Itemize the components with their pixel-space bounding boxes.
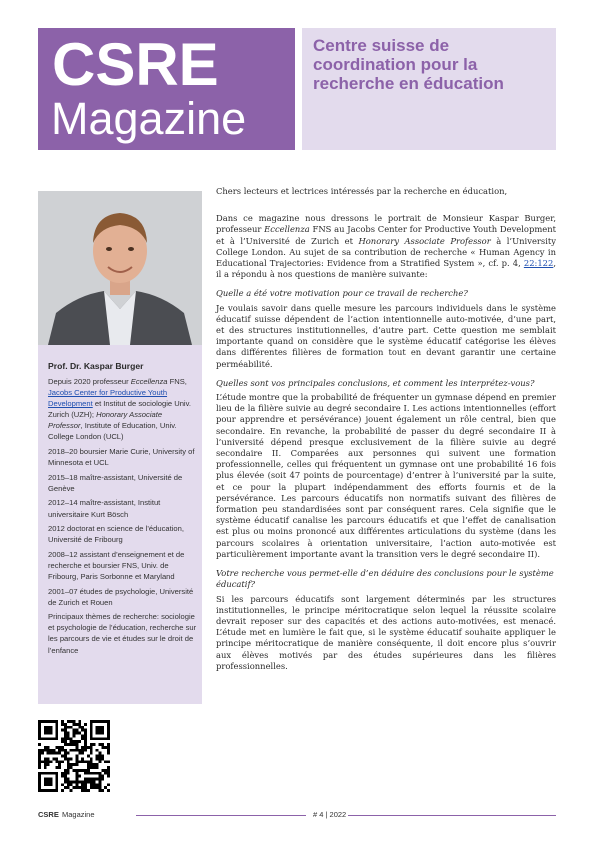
question-3: Votre recherche vous permet-elle d’en déduire des conclusions pour le système éducatif? <box>216 568 554 590</box>
jacobs-center-link[interactable]: Jacobs Center for Productive Youth Development <box>48 388 168 409</box>
portrait-illustration <box>38 191 202 345</box>
footer-brand: CSRE <box>38 810 59 819</box>
footer-issue: # 4 | 2022 <box>313 810 347 819</box>
answer-3: Si les parcours éducatifs sont largement déterminés par les structures institutionnelles, le principe méritocratique selon lequel la réussite scolaire devrait reposer sur des capacités et des actions auto-motivées, est menacé. L’étude met en lumière le fait que, si le système éducatif souhaite appliquer le principe méritocratique de manière conséquente, il doit encore plus s’ouvrir aux élèves motivés par des études supérieures dans les filières professionnelles. <box>216 593 556 671</box>
footer-divider <box>136 815 306 816</box>
bio-name: Prof. Dr. Kaspar Burger <box>48 361 144 371</box>
bio-text: Depuis 2020 professeur <box>48 377 131 386</box>
bio-entry: 2008–12 assistant d’enseignement et de recherche et boursier FNS, Univ. de Fribourg, Paris Sorbonne et Maryland <box>48 549 185 581</box>
intro-text: FNS au Jacobs Center for Productive Youth Development et à l’Université de Zurich et <box>216 224 556 246</box>
answer-1: Je voulais savoir dans quelle mesure les parcours individuels dans le système éducatif suisse dépendent de l’action intentionnelle auto-motivée, d’une part, et des structures institutionnelles, d’autre part. Cette question me semblait importante quand on considère que le système éducatif catégorise les élèves dans différentes filières de formation tout en devant garantir une certaine perméabilité. <box>216 302 556 369</box>
question-1: Quelle a été votre motivation pour ce travail de recherche? <box>216 288 468 299</box>
page-footer <box>38 808 556 822</box>
center-name-box <box>302 28 556 150</box>
qr-code-icon[interactable] <box>38 720 110 792</box>
bio-entry: Principaux thèmes de recherche: sociologie et psychologie de l’éducation, recherche sur les parcours de vie et études sur le droit de l’enfance <box>48 612 197 655</box>
bio-entry: 2018–20 boursier Marie Curie, University of Minnesota et UCL <box>48 447 195 468</box>
bio-entry <box>48 376 198 443</box>
intro-emphasis: Eccellenza <box>264 224 310 235</box>
intro-text: , il a répondu à nos questions de manière suivante: <box>216 258 556 280</box>
intro-text: à l’University College London. Au sujet de sa contribution de recherche « Human Agency in Educational Trajectories: Evidence from a Stratified System », cf. p. 4, <box>216 235 556 269</box>
footer-magazine: Magazine <box>62 810 95 819</box>
bio-text: FNS, <box>167 377 187 386</box>
answer-2: L’étude montre que la probabilité de fréquenter un gymnase dépend en premier lieu de la filière suivie au degré secondaire I. Les actions intentionnelles (effort pour apprendre et persévérance) jouent également un rôle central, bien que secondaire. En revanche, la probabilité de passer du degré secondaire II à l’université dépend presque exclusivement de la filière suivie au degré secondaire II. Comparées aux personnes qui suivent une formation professionnelle, celles qui fréquentent un gymnase ont une probabilité 16 fois plus élevée (soit 47 points de pourcentage) d’entrer à l’université par la suite, et ce pour la plupart indépendamment des efforts fournis et de la persévérance. Les parcours éducatifs non normatifs suivant des filières de formation peu standardisées sont par conséquent rares. Cela signifie que le système éducatif canalise les parcours éducatifs et que l’effet de canalisation est plus ou moins prononcé aux différentes articulations du système (dans les parcours scolaires à orientation universitaire, l’action auto-motivée est particulièrement importante avant la transition vers le degré secondaire II). <box>216 392 557 559</box>
greeting: Chers lecteurs et lectrices intéressés par la recherche en éducation, <box>216 186 508 196</box>
bio-emphasis: Honorary Associate Professor <box>48 410 163 431</box>
masthead <box>38 28 295 150</box>
bio-entry: 2012–14 maître-assistant, Institut universitaire Kurt Bösch <box>48 498 161 519</box>
question-2: Quelles sont vos principales conclusions, et comment les interprétez-vous? <box>216 377 535 388</box>
center-name: Centre suisse de coordination pour la recherche en éducation <box>313 36 504 93</box>
intro-text: Dans ce magazine nous dressons le portrait de Monsieur Kaspar Burger, professeur <box>216 213 556 235</box>
bio-content <box>48 361 198 659</box>
portrait-photo <box>38 191 202 345</box>
bio-sidebar <box>38 345 202 704</box>
masthead-subtitle: Magazine <box>51 93 247 144</box>
masthead-title: CSRE <box>52 31 219 98</box>
article-body <box>216 186 556 680</box>
bio-emphasis: Eccellenza <box>130 377 168 386</box>
bio-text: , Institute of Education, Univ. College London (UCL) <box>48 421 177 442</box>
bio-text: et Institut de sociologie Univ. Zurich (UZH); <box>48 399 191 420</box>
bio-entry: 2015–18 maître-assistant, Université de Genève <box>48 472 183 493</box>
bio-entry: 2012 doctorat en science de l’éducation, Université de Fribourg <box>48 524 184 545</box>
bio-entry: 2001–07 études de psychologie, Université de Zurich et Rouen <box>48 586 194 607</box>
footer-divider <box>348 815 556 816</box>
intro-paragraph <box>216 213 556 280</box>
intro-emphasis: Honorary Associate Professor <box>358 235 491 246</box>
citation-link[interactable]: 22:122 <box>523 258 554 269</box>
